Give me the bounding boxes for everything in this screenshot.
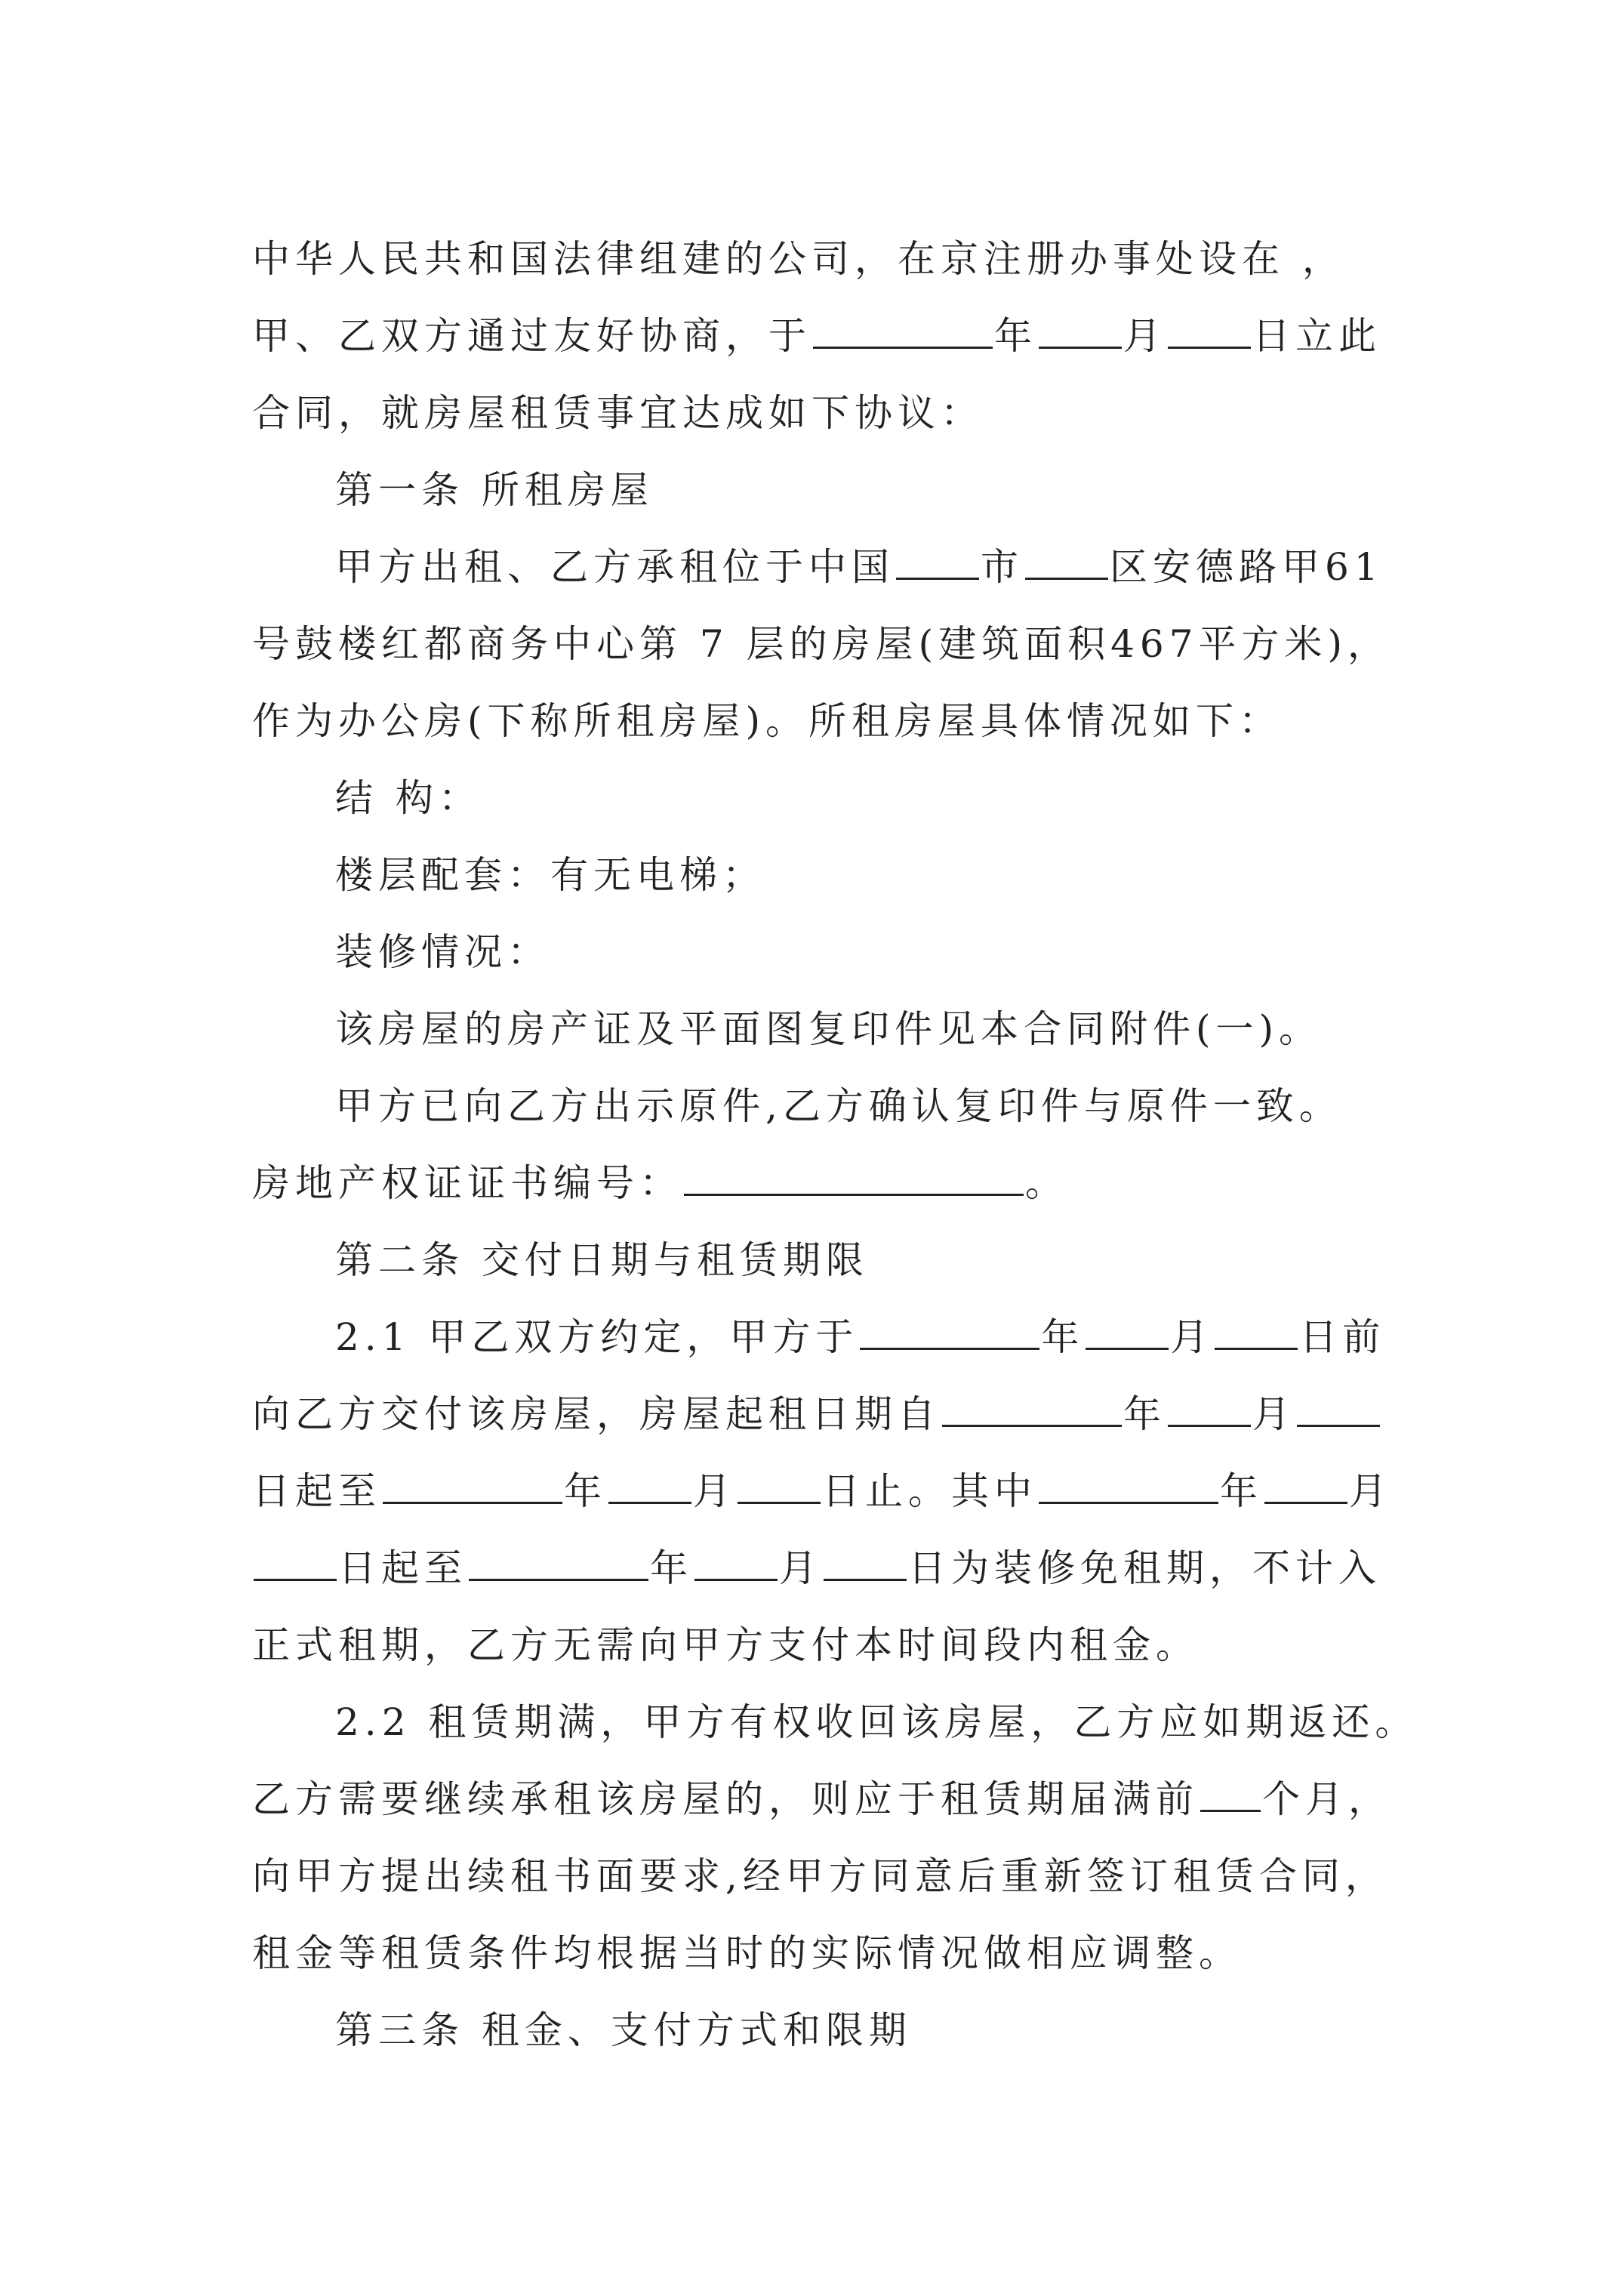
text-segment: 租金等租赁条件均根据当时的实际情况做相应调整。	[252, 1931, 1242, 1975]
text-segment: 结 构：	[335, 776, 482, 820]
text-segment: 市	[981, 545, 1024, 589]
text-segment: 作为办公房(下称所租房屋)。所租房屋具体情况如下：	[252, 699, 1283, 743]
text-segment: 乙方需要继续承租该房屋的，则应于租赁期届满前	[252, 1777, 1199, 1821]
fill-blank	[1025, 540, 1108, 580]
text-line	[252, 760, 1377, 837]
text-line	[252, 1145, 1377, 1222]
fill-blank	[1168, 1387, 1251, 1427]
text-segment: 月	[1349, 1469, 1392, 1513]
text-segment: 装修情况：	[335, 930, 550, 974]
fill-blank	[1168, 309, 1251, 349]
fill-blank	[1086, 1310, 1169, 1350]
text-line	[252, 297, 1381, 374]
text-segment: 合同，就房屋租赁事宜达成如下协议：	[252, 391, 984, 435]
text-segment: 甲方出租、乙方承租位于中国	[335, 545, 895, 589]
fill-blank	[942, 1387, 1122, 1427]
text-line	[252, 683, 1377, 760]
fill-blank	[694, 1541, 778, 1581]
fill-blank	[383, 1464, 562, 1504]
text-segment: 日为装修免租期，不计入	[908, 1546, 1381, 1590]
text-segment: 年	[1123, 1392, 1166, 1436]
text-segment: 甲方已向乙方出示原件,乙方确认复印件与原件一致。	[335, 1084, 1342, 1128]
fill-blank	[1297, 1387, 1380, 1427]
text-line	[252, 1453, 1392, 1530]
fill-blank	[608, 1464, 691, 1504]
article-heading	[252, 1222, 1377, 1299]
text-line	[252, 606, 1391, 683]
text-line	[252, 1299, 1386, 1376]
fill-blank	[1264, 1464, 1347, 1504]
text-line	[252, 1838, 1388, 1915]
text-segment: 年	[1041, 1315, 1085, 1359]
fill-blank	[684, 1156, 1024, 1196]
text-line	[252, 374, 1377, 451]
fill-blank	[738, 1464, 821, 1504]
text-segment: 第一条 所租房屋	[335, 468, 654, 512]
text-segment: 年	[564, 1469, 607, 1513]
text-segment: 号鼓楼红都商务中心第 7 层的房屋(建筑面积467平方米)，	[252, 622, 1391, 666]
text-segment: 日起至	[338, 1546, 467, 1590]
text-segment: 日前	[1299, 1315, 1386, 1359]
fill-blank	[860, 1310, 1039, 1350]
text-segment: 第三条 租金、支付方式和限期	[335, 2008, 912, 2052]
text-segment: 日止。其中	[822, 1469, 1037, 1513]
fill-blank	[254, 1541, 337, 1581]
text-segment: 向乙方交付该房屋，房屋起租日期自	[252, 1392, 941, 1436]
text-segment: 年	[1220, 1469, 1263, 1513]
fill-blank	[1200, 1772, 1261, 1812]
text-line	[252, 1376, 1377, 1453]
fill-blank	[813, 309, 993, 349]
text-line	[252, 991, 1377, 1068]
text-segment: 第二条 交付日期与租赁期限	[335, 1238, 869, 1282]
text-line	[252, 1068, 1377, 1145]
text-line	[252, 1915, 1377, 1992]
fill-blank	[469, 1541, 648, 1581]
text-segment: 月	[1123, 314, 1166, 358]
text-line	[252, 914, 1377, 991]
text-line	[252, 1761, 1391, 1838]
text-segment: 日起至	[252, 1469, 381, 1513]
contract-body	[252, 220, 1418, 2069]
fill-blank	[1039, 309, 1122, 349]
text-line	[252, 529, 1384, 606]
text-segment: 月	[779, 1546, 822, 1590]
text-segment: 楼层配套：有无电梯；	[335, 853, 765, 897]
fill-blank	[1215, 1310, 1298, 1350]
text-line	[252, 1684, 1418, 1761]
text-segment: 正式租期，乙方无需向甲方支付本时间段内租金。	[252, 1623, 1199, 1667]
text-line	[252, 1607, 1377, 1684]
text-segment: 日立此	[1252, 314, 1381, 358]
fill-blank	[896, 540, 979, 580]
text-segment: 甲、乙双方通过友好协商，于	[252, 314, 812, 358]
fill-blank	[1039, 1464, 1218, 1504]
article-heading	[252, 1992, 1377, 2069]
text-segment: 2.2 租赁期满，甲方有权收回该房屋，乙方应如期返还。	[335, 1700, 1418, 1744]
text-segment: 月	[1252, 1392, 1295, 1436]
text-segment: 区安德路甲61	[1110, 545, 1384, 589]
text-segment: 房地产权证证书编号：	[252, 1161, 682, 1205]
text-segment: 向甲方提出续租书面要求,经甲方同意后重新签订租赁合同，	[252, 1854, 1388, 1898]
text-line	[252, 220, 1377, 297]
text-segment: 月	[1170, 1315, 1214, 1359]
text-segment: 。	[1025, 1161, 1068, 1205]
text-segment: 个月，	[1262, 1777, 1391, 1821]
text-segment: 中华人民共和国法律组建的公司，在京注册办事处设在 ，	[252, 237, 1345, 281]
text-segment: 年	[994, 314, 1037, 358]
text-line	[252, 837, 1377, 914]
text-segment: 该房屋的房产证及平面图复印件见本合同附件(一)。	[335, 1007, 1323, 1051]
text-segment: 月	[693, 1469, 736, 1513]
text-line	[252, 1530, 1381, 1607]
fill-blank	[824, 1541, 907, 1581]
text-segment: 2.1 甲乙双方约定，甲方于	[335, 1315, 859, 1359]
text-segment: 年	[650, 1546, 693, 1590]
article-heading	[252, 451, 1377, 529]
